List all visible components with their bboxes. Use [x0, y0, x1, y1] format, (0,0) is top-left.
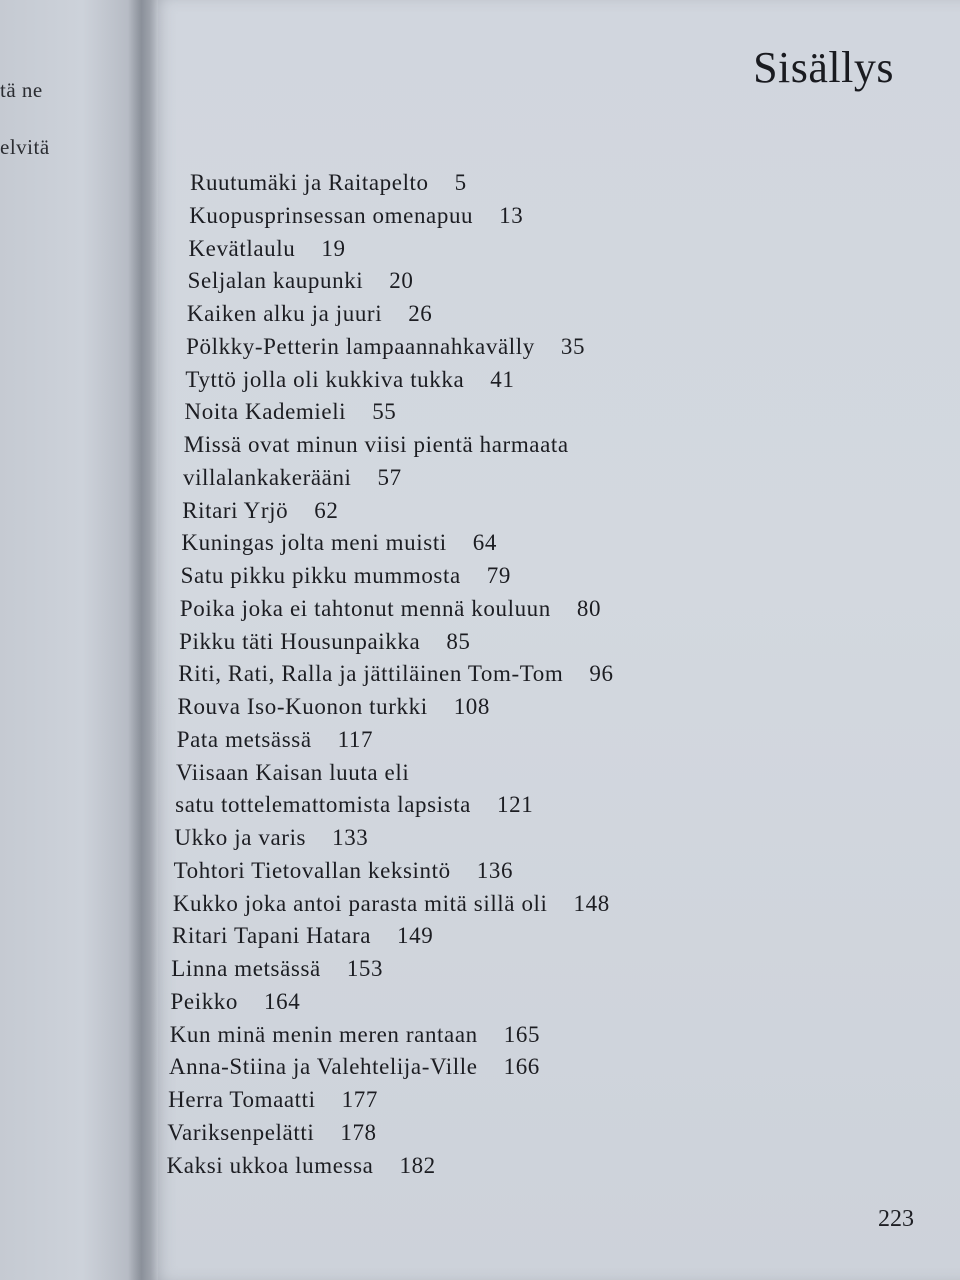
toc-entry-title: Kevätlaulu	[188, 235, 296, 261]
toc-entry	[171, 989, 301, 1015]
toc-entry	[176, 760, 409, 786]
toc-entry	[188, 236, 345, 262]
toc-entry-page: 96	[589, 661, 614, 687]
toc-entry	[170, 1022, 540, 1048]
toc-entry-title: villalankakerääni	[182, 464, 352, 490]
toc-entry-title: Poika joka ei tahtonut mennä kouluun	[179, 595, 551, 621]
toc-entry	[168, 1087, 378, 1113]
toc-entry	[177, 727, 373, 753]
toc-entry-title: Herra Tomaatti	[168, 1087, 316, 1112]
toc-entry	[185, 367, 514, 393]
toc-entry-page: 13	[499, 202, 524, 228]
toc-entry-page: 133	[332, 825, 369, 850]
toc-entry-title: Pikku täti Housunpaikka	[179, 628, 421, 654]
toc-entry-title: Anna-Stiina ja Valehtelija-Ville	[168, 1054, 478, 1080]
page-title: Sisällys	[753, 43, 894, 92]
toc-entry-page: 177	[341, 1087, 378, 1112]
toc-entry-page: 19	[321, 235, 346, 261]
toc-entry-page: 108	[453, 694, 490, 719]
toc-entry	[178, 694, 490, 720]
toc-entry	[171, 956, 383, 982]
toc-entry-page: 62	[314, 497, 339, 523]
toc-entry	[181, 530, 497, 556]
toc-entry	[179, 629, 470, 655]
toc-entry-title: Rouva Iso-Kuonon turkki	[177, 694, 428, 719]
toc-entry	[189, 203, 523, 229]
left-page-line: tä ne	[0, 78, 43, 102]
toc-entry	[169, 1054, 540, 1080]
toc-entry	[167, 1153, 436, 1179]
toc-entry-title: Kukko joka antoi parasta mitä sillä oli	[172, 890, 548, 916]
toc-entry-page: 165	[503, 1021, 541, 1047]
toc-entry	[173, 891, 610, 917]
toc-entry	[175, 792, 533, 818]
toc-entry-title: Ritari Yrjö	[182, 497, 289, 523]
toc-entry-page: 64	[472, 530, 497, 556]
toc-entry	[174, 858, 513, 884]
toc-entry-page: 153	[346, 956, 384, 981]
toc-entry	[181, 563, 511, 589]
toc-entry-title: Pata metsässä	[176, 726, 312, 752]
toc-entry-page: 164	[264, 988, 301, 1014]
toc-entry-page: 121	[497, 792, 534, 818]
toc-entry-page: 79	[486, 563, 511, 588]
toc-entry	[182, 498, 338, 524]
toc-entry-title: Variksenpelätti	[167, 1119, 315, 1145]
toc-entry-page: 148	[573, 890, 610, 916]
toc-entry-page: 5	[454, 170, 467, 195]
toc-entry	[184, 432, 569, 458]
toc-entry-title: Satu pikku pikku mummosta	[180, 563, 461, 588]
toc-entry-page: 80	[576, 595, 602, 621]
toc-entry	[187, 301, 433, 327]
toc-entry-page: 136	[476, 857, 514, 883]
toc-entry-title: Noita Kademieli	[184, 399, 347, 425]
toc-entry-title: Seljalan kaupunki	[187, 268, 364, 294]
toc-entry-page: 149	[397, 923, 434, 949]
toc-entry	[172, 923, 433, 949]
toc-entry-title: Kuopusprinsessan omenapuu	[189, 202, 474, 228]
toc-entry	[190, 170, 467, 196]
toc-entry-title: Tyttö jolla oli kukkiva tukka	[185, 366, 465, 392]
toc-entry-page: 178	[340, 1119, 377, 1145]
toc-entry-page: 55	[372, 399, 397, 425]
toc-entry-page: 166	[503, 1054, 540, 1080]
toc-entry	[180, 596, 601, 622]
toc-entry	[178, 661, 613, 687]
toc-entry	[185, 399, 397, 425]
toc-entry	[167, 1120, 376, 1146]
toc-entry-title: Kun minä menin meren rantaan	[169, 1021, 478, 1047]
toc-entry-title: Peikko	[170, 988, 238, 1014]
toc-entry	[188, 268, 414, 294]
toc-entry-title: Linna metsässä	[171, 956, 321, 981]
toc-entry-title: Tohtori Tietovallan keksintö	[173, 857, 451, 883]
toc-entry-page: 26	[408, 301, 433, 326]
toc-entry-title: Ritari Tapani Hatara	[172, 923, 372, 949]
toc-entry-page: 85	[446, 628, 471, 654]
toc-entry-title: Pölkky-Petterin lampaannahkavälly	[186, 333, 535, 359]
toc-entry-title: Kaksi ukkoa lumessa	[166, 1152, 374, 1178]
toc-entry-page: 117	[337, 726, 374, 752]
toc-entry-page: 35	[560, 333, 586, 359]
toc-entry-title: Riti, Rati, Ralla ja jättiläinen Tom-Tom	[178, 661, 564, 687]
toc-entry-page: 182	[399, 1152, 436, 1178]
toc-entry-page: 57	[377, 464, 402, 490]
toc-entry-title: Ruutumäki ja Raitapelto	[190, 170, 429, 195]
toc-entry-title: Viisaan Kaisan luuta eli	[175, 759, 410, 785]
toc-entry-page: 20	[389, 268, 414, 294]
toc-entry-title: Missä ovat minun viisi pientä harmaata	[183, 432, 569, 457]
toc-entry-title: Kaiken alku ja juuri	[186, 301, 383, 326]
toc-entry-title: satu tottelemattomista lapsista	[175, 792, 471, 818]
toc-entry-page: 41	[490, 366, 515, 392]
toc-entry-title: Kuningas jolta meni muisti	[181, 530, 447, 556]
toc-entry	[174, 825, 368, 851]
page-number: 223	[878, 1206, 914, 1232]
toc-entry	[186, 334, 585, 360]
toc-entry	[183, 465, 402, 491]
left-page-line: elvitä	[0, 135, 50, 159]
toc-entry-title: Ukko ja varis	[174, 825, 307, 850]
